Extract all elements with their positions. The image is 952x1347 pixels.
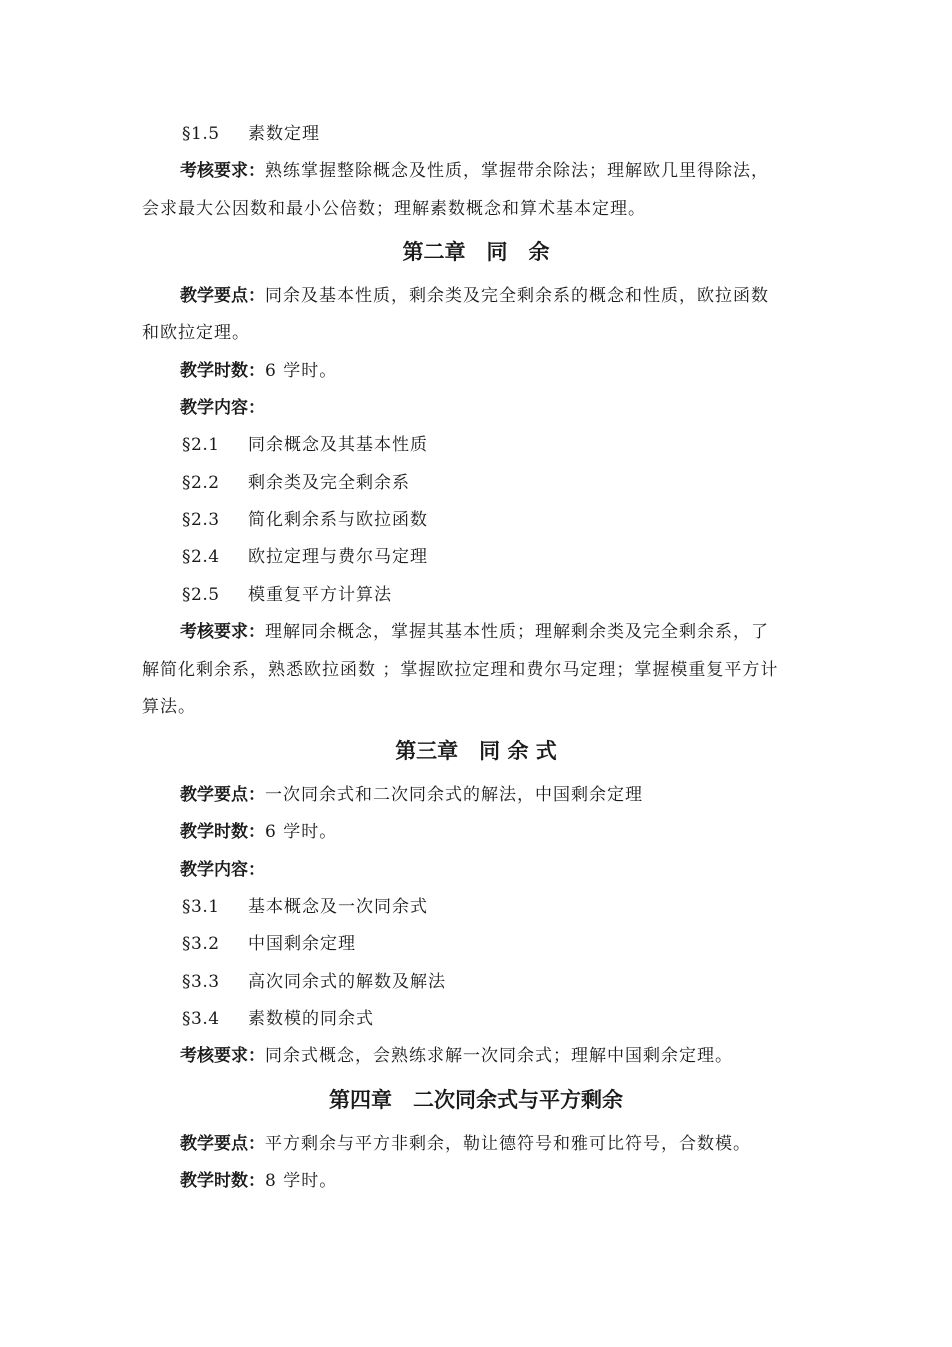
ch3-content-label: 教学内容： [180, 860, 265, 880]
assessment-text: 同余式概念，会熟练求解一次同余式；理解中国剩余定理。 [265, 1046, 733, 1066]
key-points-label: 教学要点： [180, 286, 265, 306]
section-number: §2.3 [182, 510, 220, 530]
section-number: §3.2 [182, 934, 220, 954]
section-title: 高次同余式的解数及解法 [248, 972, 446, 992]
ch2-assessment-cont-2: 算法。 [142, 697, 196, 717]
ch2-key-points-cont: 和欧拉定理。 [142, 323, 250, 343]
section-3-4 [182, 1008, 374, 1030]
assessment-text: 理解同余概念，掌握其基本性质；理解剩余类及完全剩余系，了 [265, 622, 769, 642]
hours-value: 6 学时。 [265, 361, 338, 381]
ch4-key-points [180, 1133, 751, 1155]
section-2-5 [182, 584, 392, 606]
hours-label: 教学时数： [180, 361, 265, 381]
key-points-label: 教学要点： [180, 785, 265, 805]
chapter-4-title: 第四章 二次同余式与平方剩余 [329, 1088, 623, 1112]
hours-label: 教学时数： [180, 822, 265, 842]
section-title: 简化剩余系与欧拉函数 [248, 510, 428, 530]
chapter-2-title: 第二章 同 余 [402, 240, 550, 264]
section-title: 中国剩余定理 [248, 934, 356, 954]
section-2-2 [182, 472, 410, 494]
section-number: §2.5 [182, 585, 220, 605]
section-3-2 [182, 933, 356, 955]
assessment-label: 考核要求： [180, 161, 265, 181]
section-number: §2.4 [182, 547, 220, 567]
section-number: §2.1 [182, 435, 220, 455]
ch3-key-points [180, 784, 643, 806]
ch2-key-points [180, 285, 769, 307]
key-points-text: 同余及基本性质，剩余类及完全剩余系的概念和性质，欧拉函数 [265, 286, 769, 306]
section-title: 素数模的同余式 [248, 1009, 374, 1029]
assessment-label: 考核要求： [180, 622, 265, 642]
ch1-assessment-cont: 会求最大公因数和最小公倍数；理解素数概念和算术基本定理。 [142, 199, 646, 219]
ch4-hours [180, 1170, 337, 1192]
hours-value: 6 学时。 [265, 822, 338, 842]
hours-value: 8 学时。 [265, 1171, 338, 1191]
section-title: 基本概念及一次同余式 [248, 897, 428, 917]
section-3-3 [182, 971, 446, 993]
section-2-1 [182, 434, 428, 456]
section-number: §3.4 [182, 1009, 220, 1029]
assessment-label: 考核要求： [180, 1046, 265, 1066]
key-points-text: 平方剩余与平方非剩余，勒让德符号和雅可比符号，合数模。 [265, 1134, 751, 1154]
section-title: 剩余类及完全剩余系 [248, 473, 410, 493]
ch3-hours [180, 821, 337, 843]
section-1-5 [182, 123, 320, 145]
section-2-4 [182, 546, 428, 568]
section-title: 素数定理 [248, 124, 320, 144]
key-points-text: 一次同余式和二次同余式的解法，中国剩余定理 [265, 785, 643, 805]
section-3-1 [182, 896, 428, 918]
section-number: §2.2 [182, 473, 220, 493]
assessment-text: 熟练掌握整除概念及性质，掌握带余除法；理解欧几里得除法， [265, 161, 769, 181]
section-title: 欧拉定理与费尔马定理 [248, 547, 428, 567]
section-number: §3.3 [182, 972, 220, 992]
ch2-assessment-cont-1: 解简化剩余系，熟悉欧拉函数 ；掌握欧拉定理和费尔马定理；掌握模重复平方计 [142, 660, 779, 680]
section-2-3 [182, 509, 428, 531]
chapter-3-title: 第三章 同 余 式 [395, 739, 557, 763]
ch2-hours [180, 360, 337, 382]
section-title: 同余概念及其基本性质 [248, 435, 428, 455]
ch1-assessment [180, 160, 769, 182]
key-points-label: 教学要点： [180, 1134, 265, 1154]
ch2-content-label: 教学内容： [180, 398, 265, 418]
section-number: §1.5 [182, 124, 220, 144]
section-number: §3.1 [182, 897, 220, 917]
hours-label: 教学时数： [180, 1171, 265, 1191]
ch2-assessment [180, 621, 769, 643]
section-title: 模重复平方计算法 [248, 585, 392, 605]
ch3-assessment [180, 1045, 733, 1067]
